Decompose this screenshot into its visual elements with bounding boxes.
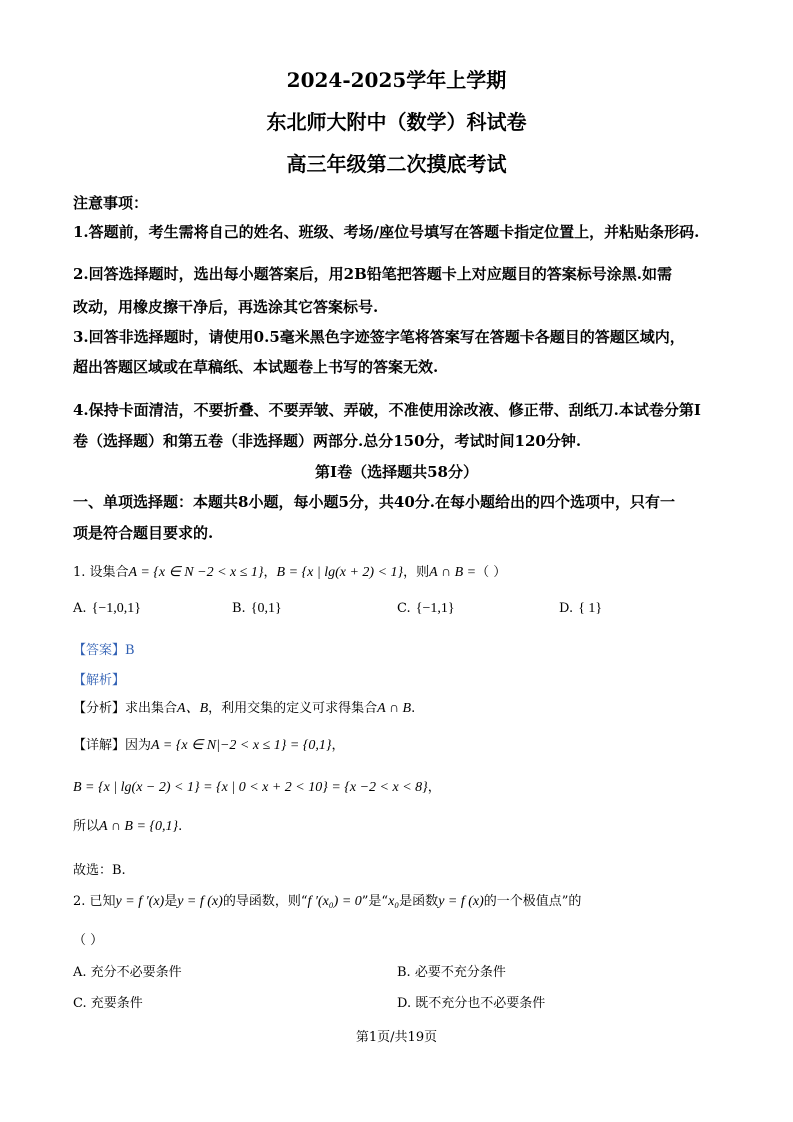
exam-title-year: 2024-2025学年上学期	[286, 68, 507, 92]
q1-option-d-label: D.	[559, 601, 574, 616]
part-1-title: 第Ⅰ卷（选择题共58分）	[315, 463, 478, 481]
q1-fenxi-sets: A、B	[177, 701, 209, 716]
q1-option-b-value: {0,1}	[250, 601, 282, 616]
section-1-desc-line-1: 一、单项选择题：本题共8小题，每小题5分，共40分.在每小题给出的四个选项中，只有一	[73, 493, 675, 511]
q1-b-end: ，	[427, 780, 441, 795]
q2-option-d[interactable]: D. 既不充分也不必要条件	[397, 996, 546, 1011]
q1-choose: 故选：B.	[73, 863, 126, 878]
note-2-line-1: 2.回答选择题时，选出每小题答案后，用2B铅笔把答题卡上对应题目的答案标号涂黑.如需	[73, 265, 673, 283]
notes-heading: 注意事项：	[73, 194, 149, 212]
q2-option-c[interactable]: C. 充要条件	[73, 996, 143, 1011]
q2-p4: ”是“	[361, 894, 389, 909]
q1-fenxi	[73, 697, 415, 717]
note-2-line-2: 改动，用橡皮擦干净后，再选涂其它答案标号.	[73, 298, 379, 316]
q2-e5: y = f (x)	[438, 894, 484, 909]
q1-option-c-label: C.	[397, 601, 411, 616]
note-4-line-2: 卷（选择题）和第五卷（非选择题）两部分.总分150分，考试时间120分钟.	[73, 432, 582, 450]
q1-xiangjie-end: ，	[331, 738, 345, 753]
q1-fenxi-pre: 【分析】求出集合	[73, 701, 178, 716]
q1-option-a[interactable]	[73, 597, 141, 617]
q2-p6: 的一个极值点”的	[483, 894, 582, 909]
q1-prefix: 1. 设集合	[73, 565, 129, 580]
q1-b-line: B = {x | lg(x − 2) < 1} = {x | 0 < x + 2 < 10} = {x −2 < x < 8}	[73, 780, 428, 795]
q2-e3: f ′(x₀) = 0	[307, 894, 362, 909]
q1-option-b-label: B.	[232, 601, 246, 616]
note-4-line-1: 4.保持卡面清洁，不要折叠、不要弄皱、弄破，不准使用涂改液、修正带、刮纸刀.本试卷分第Ⅰ	[73, 401, 701, 419]
q2-e1: y = f ′(x)	[115, 894, 165, 909]
q1-set-b: B = {x | lg(x + 2) < 1}	[276, 565, 404, 580]
q1-option-a-value: {−1,0,1}	[91, 601, 141, 616]
exam-title-school: 东北师大附中（数学）科试卷	[266, 110, 527, 134]
q1-expr: A ∩ B =	[429, 565, 477, 580]
q1-option-d-value: { 1}	[578, 601, 603, 616]
q1-option-d[interactable]	[559, 597, 602, 617]
note-1: 1.答题前，考生需将自己的姓名、班级、考场/座位号填写在答题卡指定位置上，并粘贴条形码.	[73, 223, 700, 241]
section-1-desc-line-2: 项是符合题目要求的.	[73, 524, 214, 542]
q1-suoyi-expr: A ∩ B = {0,1}	[99, 819, 179, 834]
question-1-stem	[73, 561, 506, 581]
q2-p3: 的导函数，则“	[222, 894, 308, 909]
q2-option-a[interactable]: A. 充分不必要条件	[73, 965, 182, 980]
q1-answer: 【答案】B	[73, 643, 135, 658]
q1-comma: ，	[263, 565, 277, 580]
q1-xiangjie	[73, 734, 345, 754]
q1-option-c-value: {−1,1}	[415, 601, 455, 616]
q2-p5: 是函数	[399, 894, 439, 909]
q1-fenxi-mid: ，利用交集的定义可求得集合	[208, 701, 378, 716]
page-number: 第1页/共19页	[355, 1030, 438, 1045]
note-3-line-2: 超出答题区域或在草稿纸、本试题卷上书写的答案无效.	[73, 358, 439, 376]
q2-paren: （ ）	[73, 933, 104, 948]
exam-title-grade: 高三年级第二次摸底考试	[286, 152, 507, 176]
q1-analysis-tag: 【解析】	[73, 673, 126, 688]
q1-set-a: A = {x ∈ N −2 < x ≤ 1}	[128, 565, 264, 580]
q2-p2: 是	[164, 894, 178, 909]
q1-paren: （ ）	[476, 565, 507, 580]
q1-conclusion	[73, 815, 182, 835]
q1-xiangjie-pre: 【详解】因为	[73, 738, 152, 753]
q1-fenxi-end: .	[411, 701, 416, 716]
q1-set-b-derivation	[73, 776, 441, 796]
question-2-stem	[73, 890, 581, 910]
q1-fenxi-expr: A ∩ B	[377, 701, 412, 716]
q1-option-b[interactable]	[232, 597, 282, 617]
q1-suoyi-end: .	[178, 819, 183, 834]
q1-option-a-label: A.	[73, 601, 87, 616]
q2-e2: y = f (x)	[177, 894, 223, 909]
note-3-line-1: 3.回答非选择题时，请使用0.5毫米黑色字迹签字笔将答案写在答题卡各题目的答题区域内，	[73, 328, 685, 346]
q1-option-c[interactable]	[397, 597, 455, 617]
q2-option-b[interactable]: B. 必要不充分条件	[397, 965, 506, 980]
q1-then: ，则	[403, 565, 430, 580]
q1-suoyi-pre: 所以	[73, 819, 100, 834]
q2-p1: 2. 已知	[73, 894, 116, 909]
q1-xiangjie-expr: A = {x ∈ N|−2 < x ≤ 1} = {0,1}	[151, 738, 332, 753]
q2-e4: x₀	[388, 894, 400, 909]
